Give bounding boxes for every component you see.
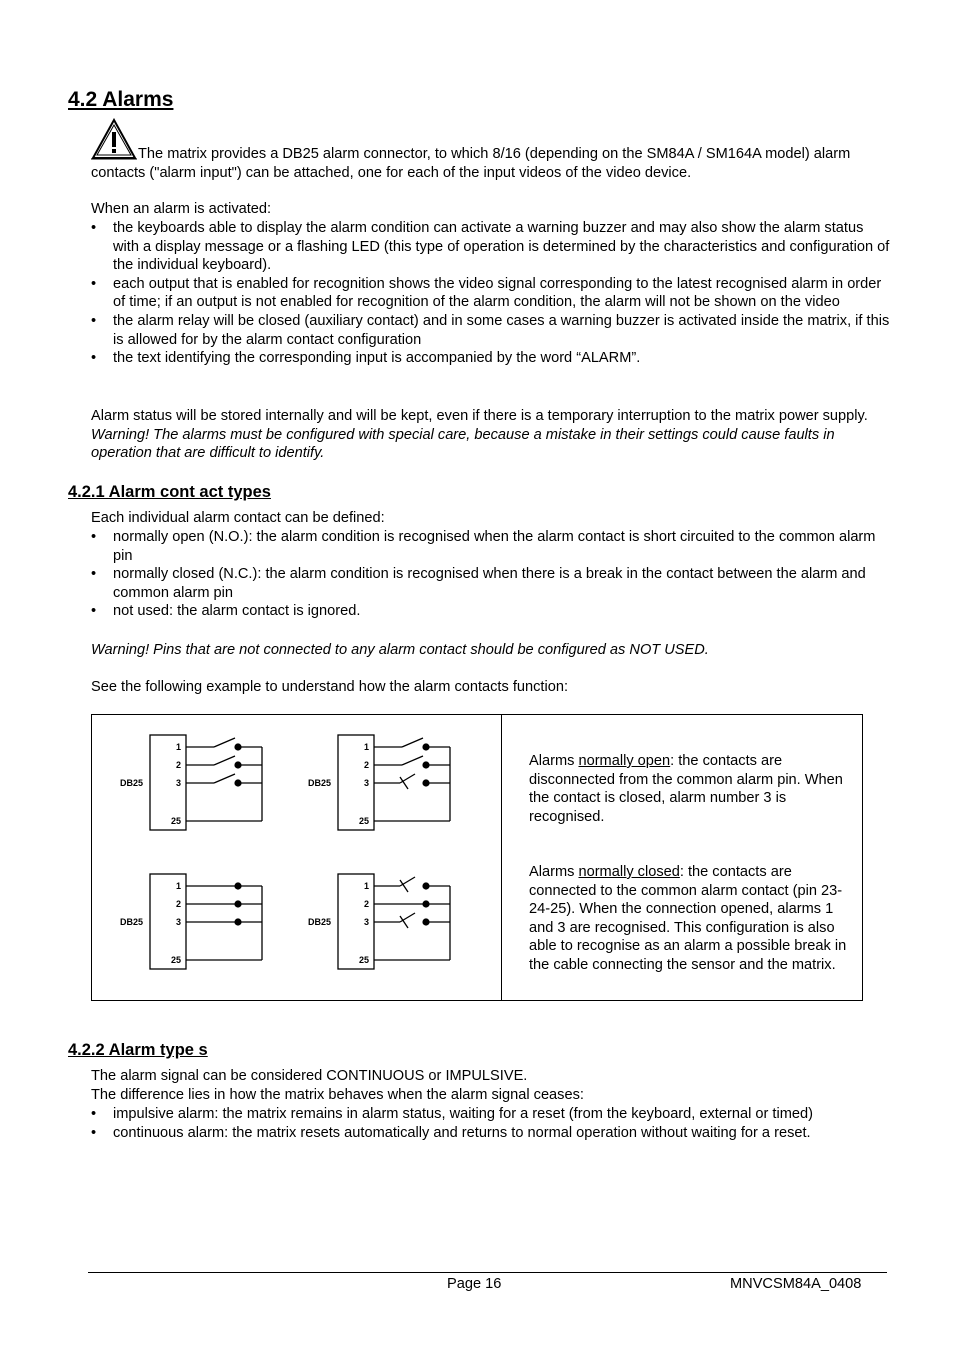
contact-dot [422,900,429,907]
pin-label: 3 [176,917,182,927]
pin-label: 1 [364,742,370,752]
switch-blade [214,756,235,765]
switch-blade [214,738,235,747]
pin-label: 1 [176,881,182,891]
pin-label: 2 [364,760,370,770]
contact-dot [234,900,241,907]
switch-blade [214,774,235,783]
section-title: 4.2 Alarms [68,88,174,111]
alarm-types-list [91,1105,901,1142]
not-used-warning: Warning! Pins that are not connected to any alarm contact should be configured as NOT USED. [91,642,709,658]
activated-label: When an alarm is activated: [91,201,272,217]
connector-label: DB25 [120,778,144,788]
alarm-types-line1: The alarm signal can be considered CONTINUOUS or IMPULSIVE. [91,1068,528,1084]
normally-open-description: Alarms normally open: the contacts are disconnected from the common alarm pin. When the contact is closed, alarm number 3 is recognised. [529,753,843,825]
list-item: • not used: the alarm contact is ignored. [91,602,891,621]
connector-label: DB25 [308,778,332,788]
switch-blade [400,877,415,886]
pin-label: 1 [176,742,182,752]
pin-label: 25 [171,816,182,826]
example-intro: See the following example to understand how the alarm contacts function: [91,679,569,695]
switch-blade [400,913,415,922]
status-warning: Warning! The alarms must be configured with special care, because a mistake in their settings could cause faults in operation that are difficult to identify. [91,426,835,462]
list-item: • impulsive alarm: the matrix remains in alarm status, waiting for a reset (from the keyboard, external or timed) [91,1105,901,1124]
alarm-types-title: 4.2.2 Alarm type s [68,1041,208,1059]
pin-label: 1 [364,881,370,891]
pin-label: 3 [364,917,370,927]
activated-list [91,219,891,368]
page-number: Page 16 [447,1276,502,1292]
pin-label: 25 [171,955,182,965]
pin-label: 3 [176,778,182,788]
list-item: • normally closed (N.C.): the alarm condition is recognised when there is a break in the contact between the alarm and common alarm pin [91,565,891,602]
connector-label: DB25 [308,917,332,927]
pin-label: 2 [364,899,370,909]
list-item: • continuous alarm: the matrix resets automatically and returns to normal operation without waiting for a reset. [91,1124,901,1143]
wiring-diagram-box [91,714,863,1001]
pin-label: 3 [364,778,370,788]
switch-blade [400,774,415,783]
list-item: • the keyboards able to display the alarm condition can activate a warning buzzer and may also show the alarm status with a display message or a flashing LED (this type of operation is determined by the characteristics and configuration of the individual keyboard). [91,219,891,275]
normally-closed-description: Alarms normally closed: the contacts are connected to the common alarm contact (pin 23-24-25). When the connection opened, alarms 1 and 3 are recognised. This configuration is also able to recognise as an alarm a possible break in the cable connecting the sensor and the matrix. [529,864,847,973]
pin-label: 25 [359,816,370,826]
contact-types-list [91,528,891,621]
intro-paragraph: The matrix provides a DB25 alarm connector, to which 8/16 (depending on the SM84A / SM164A model) alarm contacts ("alarm input") can be attached, one for each of the input videos of the video device. [91,146,851,181]
box-divider [501,715,502,1000]
list-item: • the alarm relay will be closed (auxiliary contact) and in some cases a warning buzzer is activated inside the matrix, if this is allowed for by the alarm contact configuration [91,312,891,349]
document-code: MNVCSM84A_0408 [730,1276,862,1292]
list-item: • the text identifying the corresponding input is accompanied by the word “ALARM”. [91,349,891,368]
alarm-types-line2: The difference lies in how the matrix behaves when the alarm signal ceases: [91,1087,584,1103]
connector-label: DB25 [120,917,144,927]
list-item: • normally open (N.O.): the alarm condition is recognised when the alarm contact is short circuited to the common alarm pin [91,528,891,565]
pin-label: 2 [176,899,182,909]
contact-dot [234,882,241,889]
list-item: • each output that is enabled for recognition shows the video signal corresponding to the latest recognised alarm in order of time; if an output is not enabled for recognition of the alarm condition, the alarm will not be shown on the video [91,275,891,312]
status-paragraph [91,407,881,463]
pin-label: 25 [359,955,370,965]
contact-dot [234,918,241,925]
wiring-diagram [92,715,500,1000]
switch-blade [402,738,423,747]
footer-rule [88,1272,887,1273]
pin-label: 2 [176,760,182,770]
switch-blade [402,756,423,765]
contact-types-intro: Each individual alarm contact can be defined: [91,510,385,526]
status-text: Alarm status will be stored internally and will be kept, even if there is a temporary interruption to the matrix power supply. [91,408,868,424]
contact-types-title: 4.2.1 Alarm cont act types [68,483,271,501]
